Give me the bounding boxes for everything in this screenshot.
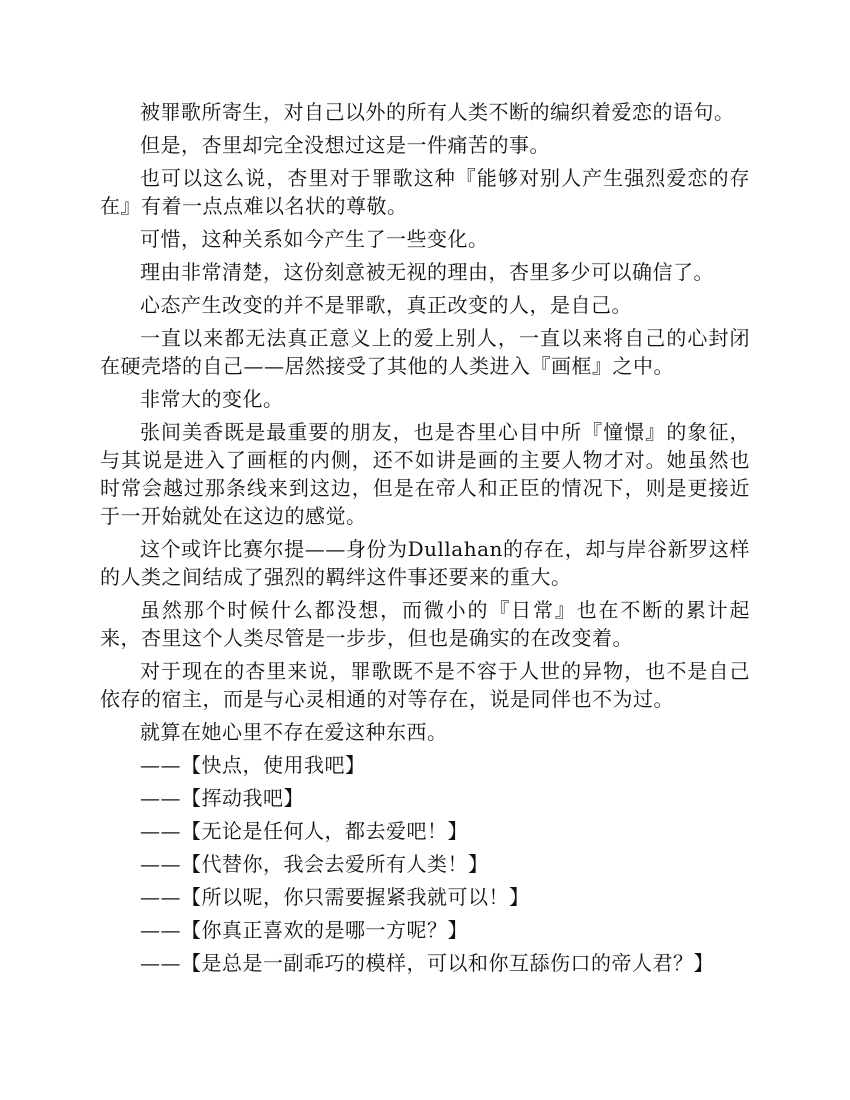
dialogue-line: ——【你真正喜欢的是哪一方呢？】 bbox=[140, 918, 468, 942]
paragraph: 非常大的变化。 bbox=[140, 387, 284, 411]
paragraph: 可惜，这种关系如今产生了一些变化。 bbox=[140, 227, 489, 251]
body-text bbox=[100, 98, 750, 982]
dialogue-line: ——【快点，使用我吧】 bbox=[140, 753, 366, 777]
paragraph: 被罪歌所寄生，对自己以外的所有人类不断的编织着爱恋的语句。 bbox=[140, 100, 735, 124]
dialogue-line: ——【代替你，我会去爱所有人类！】 bbox=[140, 852, 489, 876]
paragraph: 一直以来都无法真正意义上的爱上别人，一直以来将自己的心封闭在硬壳塔的自己——居然接受了其他的人类进入『画框』之中。 bbox=[100, 326, 750, 378]
paragraph: 也可以这么说，杏里对于罪歌这种『能够对别人产生强烈爱恋的存在』有着一点点难以名状的尊敬。 bbox=[100, 166, 750, 218]
paragraph: 理由非常清楚，这份刻意被无视的理由，杏里多少可以确信了。 bbox=[140, 260, 714, 284]
paragraph: 张间美香既是最重要的朋友，也是杏里心目中所『憧憬』的象征，与其说是进入了画框的内侧，还不如讲是画的主要人物才对。她虽然也时常会越过那条线来到这边，但是在帝人和正臣的情况下，则是更接近于一开始就处在这边的感觉。 bbox=[100, 420, 750, 528]
paragraph: 心态产生改变的并不是罪歌，真正改变的人，是自己。 bbox=[140, 293, 632, 317]
paragraph: 就算在她心里不存在爱这种东西。 bbox=[140, 720, 448, 744]
paragraph: 对于现在的杏里来说，罪歌既不是不容于人世的异物，也不是自己依存的宿主，而是与心灵相通的对等存在，说是同伴也不为过。 bbox=[100, 659, 750, 711]
dialogue-line: ——【挥动我吧】 bbox=[140, 786, 304, 810]
paragraph: 虽然那个时候什么都没想，而微小的『日常』也在不断的累计起来，杏里这个人类尽管是一步步，但也是确实的在改变着。 bbox=[100, 598, 750, 650]
paragraph: 但是，杏里却完全没想过这是一件痛苦的事。 bbox=[140, 133, 550, 157]
dialogue-line: ——【无论是任何人，都去爱吧！】 bbox=[140, 819, 468, 843]
paragraph: 这个或许比赛尔提——身份为Dullahan的存在，却与岸谷新罗这样的人类之间结成了强烈的羁绊这件事还要来的重大。 bbox=[100, 537, 750, 589]
dialogue-line: ——【所以呢，你只需要握紧我就可以！】 bbox=[140, 885, 530, 909]
dialogue-line: ——【是总是一副乖巧的模样，可以和你互舔伤口的帝人君？】 bbox=[140, 951, 714, 975]
